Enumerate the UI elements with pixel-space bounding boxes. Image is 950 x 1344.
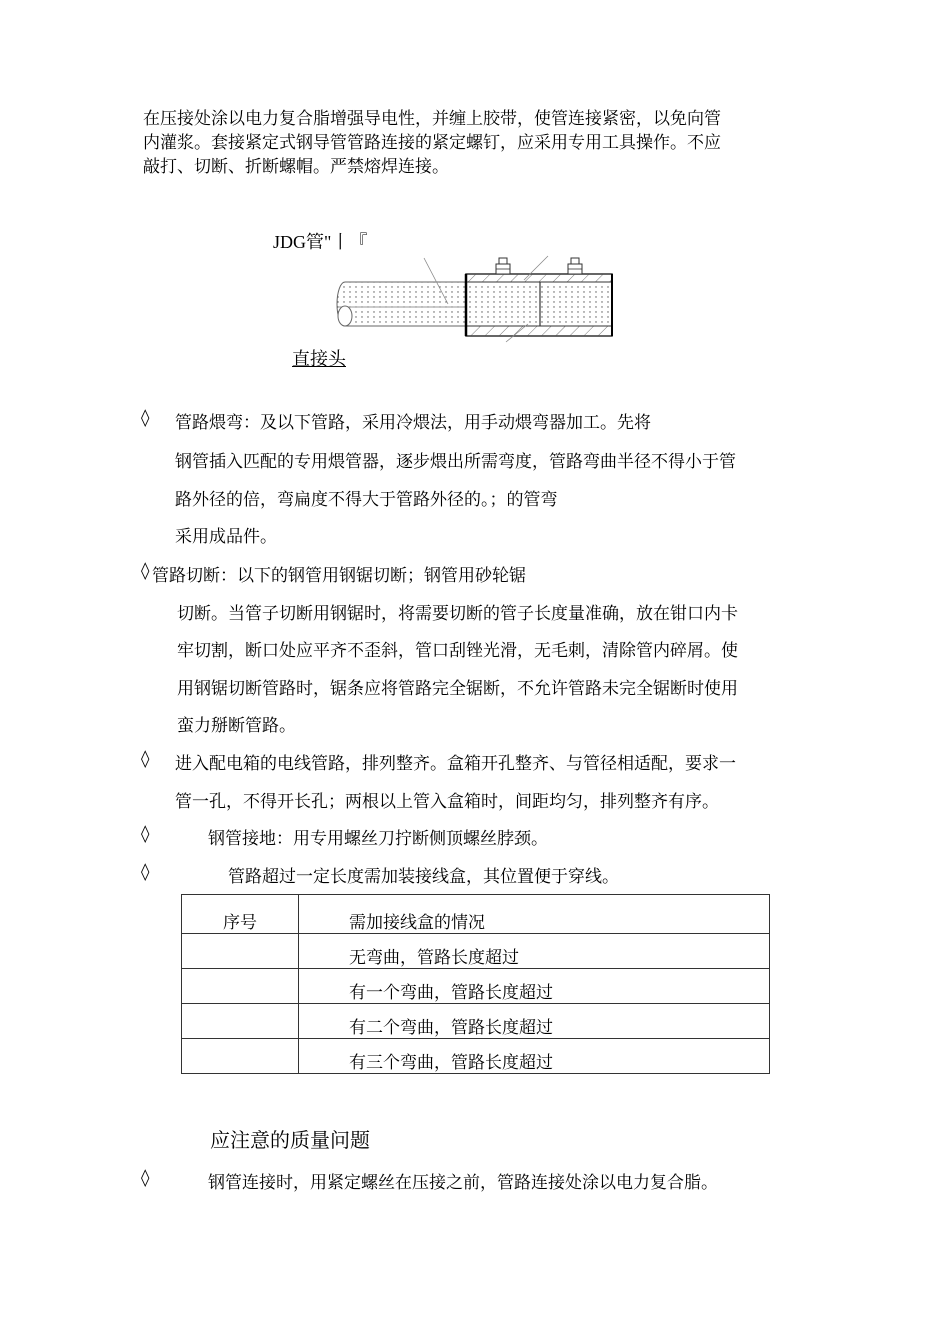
- intro-line-3: 敲打、切断、折断螺帽。严禁熔焊连接。: [143, 157, 449, 177]
- table-cell: [182, 1004, 299, 1039]
- junction-text: 管路超过一定长度需加装接线盒，其位置便于穿线。: [228, 867, 619, 887]
- table-cell: 有二个弯曲，管路长度超过: [299, 1004, 770, 1039]
- jdg-coupling-diagram: [330, 250, 620, 345]
- set-screw-right: [568, 258, 582, 274]
- bending-line-1: 管路煨弯：及以下管路，采用冷煨法，用手动煨弯器加工。先将: [175, 413, 651, 433]
- table-row: [182, 934, 770, 969]
- table-header-cell: 序号: [182, 895, 299, 934]
- cutting-line-5: 蛮力掰断管路。: [177, 716, 296, 736]
- junction-box-table: [181, 894, 770, 1074]
- intro-line-1: 在压接处涂以电力复合脂增强导电性，并缠上胶带，使管连接紧密，以免向管: [143, 109, 721, 129]
- table-cell: 有一个弯曲，管路长度超过: [299, 969, 770, 1004]
- table-row: [182, 969, 770, 1004]
- bending-line-2: 钢管插入匹配的专用煨管器，逐步煨出所需弯度，管路弯曲半径不得小于管: [175, 452, 736, 472]
- table-header-row: [182, 895, 770, 934]
- quality-heading: 应注意的质量问题: [210, 1128, 370, 1152]
- cutting-line-2: 切断。当管子切断用钢锯时，将需要切断的管子长度量准确，放在钳口内卡: [177, 604, 738, 624]
- table-cell: [182, 1039, 299, 1074]
- table-cell: 无弯曲，管路长度超过: [299, 934, 770, 969]
- table-cell: [182, 934, 299, 969]
- table-row: [182, 1004, 770, 1039]
- table-cell: [182, 969, 299, 1004]
- distribution-line-2: 管一孔，不得开长孔；两根以上管入盒箱时，间距均匀，排列整齐有序。: [175, 792, 719, 812]
- bullet-diamond: ◊: [141, 749, 150, 769]
- figure-label-top: JDG管"丨『: [273, 232, 368, 252]
- grounding-text: 钢管接地：用专用螺丝刀拧断侧顶螺丝脖颈。: [208, 829, 548, 849]
- bullet-diamond: ◊: [141, 824, 150, 844]
- bullet-diamond: ◊: [141, 1168, 150, 1188]
- bending-line-3: 路外径的倍，弯扁度不得大于管路外径的。；的管弯: [175, 490, 558, 510]
- bullet-diamond: ◊: [141, 862, 150, 882]
- bullet-diamond: ◊: [141, 408, 150, 428]
- intro-line-2: 内灌浆。套接紧定式钢导管管路连接的紧定螺钉，应采用专用工具操作。不应: [143, 133, 721, 153]
- table-cell: 有三个弯曲，管路长度超过: [299, 1039, 770, 1074]
- quality-item-1: 钢管连接时，用紧定螺丝在压接之前，管路连接处涂以电力复合脂。: [208, 1173, 718, 1193]
- cutting-line-3: 牢切割，断口处应平齐不歪斜，管口刮锉光滑，无毛刺，清除管内碎屑。使: [177, 641, 738, 661]
- figure-label-bottom: 直接头: [292, 349, 346, 370]
- cutting-line-1: 管路切断：以下的钢管用钢锯切断；钢管用砂轮锯: [152, 566, 526, 586]
- table-row: [182, 1039, 770, 1074]
- cutting-line-4: 用钢锯切断管路时，锯条应将管路完全锯断，不允许管路未完全锯断时使用: [177, 679, 738, 699]
- table-header-cell: 需加接线盒的情况: [299, 895, 770, 934]
- bullet-diamond: ◊: [141, 561, 150, 581]
- set-screw-left: [496, 258, 510, 274]
- distribution-line-1: 进入配电箱的电线管路，排列整齐。盒箱开孔整齐、与管径相适配，要求一: [175, 754, 736, 774]
- bending-line-4: 采用成品件。: [175, 527, 277, 547]
